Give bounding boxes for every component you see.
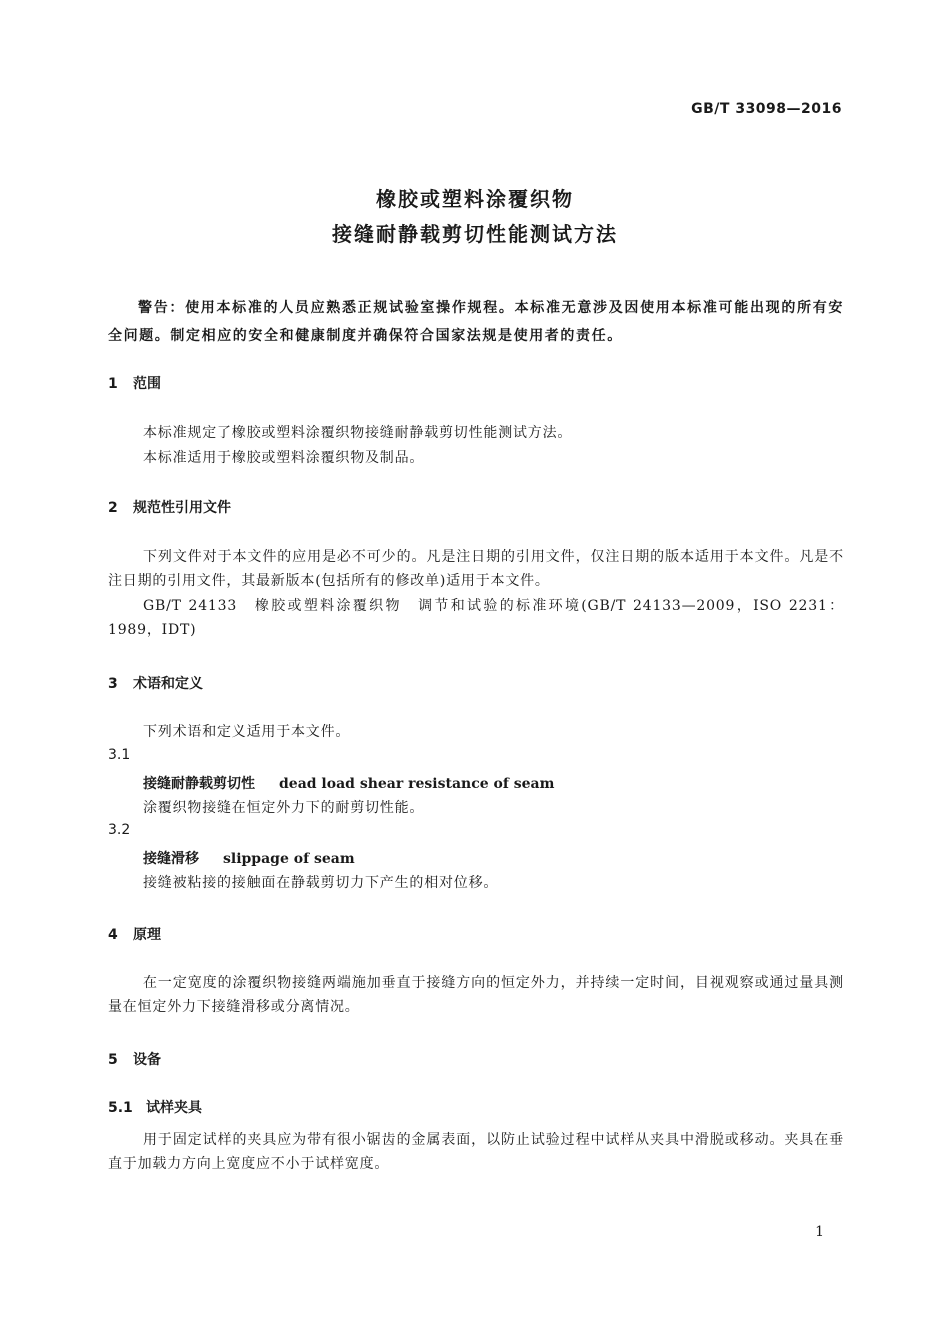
term-3-2-number: 3.2 <box>108 822 131 838</box>
section-1-paragraph-1: 本标准规定了橡胶或塑料涂覆织物接缝耐静载剪切性能测试方法。 <box>143 425 573 441</box>
section-title: 术语和定义 <box>133 676 203 692</box>
term-3-1 <box>143 773 554 793</box>
section-3-heading <box>108 673 203 693</box>
term-english: slippage of seam <box>223 851 355 867</box>
subsection-number: 5.1 <box>108 1100 133 1116</box>
term-3-2 <box>143 848 355 868</box>
section-1-paragraph-2: 本标准适用于橡胶或塑料涂覆织物及制品。 <box>143 450 425 466</box>
term-chinese: 接缝耐静载剪切性 <box>143 776 255 792</box>
section-title: 原理 <box>133 927 161 943</box>
section-number: 1 <box>108 376 118 392</box>
section-4-paragraph-1: 在一定宽度的涂覆织物接缝两端施加垂直于接缝方向的恒定外力，并持续一定时间，目视观察或通过量具测量在恒定外力下接缝滑移或分离情况。 <box>108 975 844 1015</box>
section-2-paragraph-1: 下列文件对于本文件的应用是必不可少的。凡是注日期的引用文件，仅注日期的版本适用于本文件。凡是不注日期的引用文件，其最新版本(包括所有的修改单)适用于本文件。 <box>108 549 844 589</box>
page-number: 1 <box>815 1224 824 1240</box>
section-5-heading <box>108 1049 161 1069</box>
term-3-1-number: 3.1 <box>108 747 131 763</box>
term-english: dead load shear resistance of seam <box>279 776 555 792</box>
standard-code: GB/T 33098—2016 <box>691 101 842 117</box>
section-number: 3 <box>108 676 118 692</box>
subsection-5-1-paragraph-1: 用于固定试样的夹具应为带有很小锯齿的金属表面，以防止试验过程中试样从夹具中滑脱或移动。夹具在垂直于加载力方向上宽度应不小于试样宽度。 <box>108 1132 844 1172</box>
section-title: 设备 <box>133 1052 161 1068</box>
section-3-paragraph-1: 下列术语和定义适用于本文件。 <box>143 724 351 740</box>
section-4-heading <box>108 924 161 944</box>
term-3-2-definition: 接缝被粘接的接触面在静载剪切力下产生的相对位移。 <box>143 875 499 891</box>
title-line-2: 接缝耐静载剪切性能测试方法 <box>332 222 618 246</box>
section-2-heading <box>108 497 231 517</box>
subsection-title: 试样夹具 <box>146 1100 202 1116</box>
warning-paragraph: 警告：使用本标准的人员应熟悉正规试验室操作规程。本标准无意涉及因使用本标准可能出现的所有安全问题。制定相应的安全和健康制度并确保符合国家法规是使用者的责任。 <box>108 300 844 344</box>
term-chinese: 接缝滑移 <box>143 851 199 867</box>
section-number: 4 <box>108 927 118 943</box>
term-3-1-definition: 涂覆织物接缝在恒定外力下的耐剪切性能。 <box>143 800 425 816</box>
section-title: 规范性引用文件 <box>133 500 231 516</box>
section-number: 5 <box>108 1052 118 1068</box>
subsection-5-1-heading <box>108 1097 202 1117</box>
normative-reference: GB/T 24133 橡胶或塑料涂覆织物 调节和试验的标准环境(GB/T 24133—2009，ISO 2231：1989，IDT) <box>108 598 844 638</box>
section-title: 范围 <box>133 376 161 392</box>
section-1-heading <box>108 373 161 393</box>
title-line-1: 橡胶或塑料涂覆织物 <box>376 187 574 211</box>
section-number: 2 <box>108 500 118 516</box>
